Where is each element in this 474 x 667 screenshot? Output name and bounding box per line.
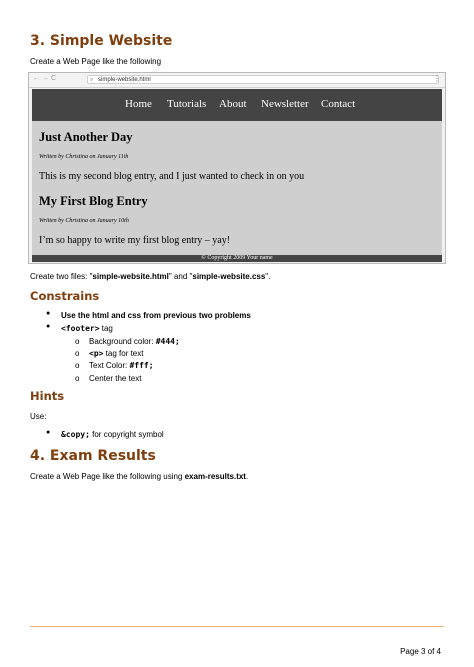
- hints-heading: Hints: [30, 389, 65, 403]
- address-bar: [87, 75, 439, 84]
- sub-item: Center the text: [89, 374, 142, 383]
- hint-item: [61, 430, 164, 439]
- footer-divider: [30, 626, 444, 627]
- text: .: [245, 472, 249, 481]
- post-title: My First Blog Entry: [39, 194, 148, 208]
- site-navbar: [32, 89, 442, 121]
- section-heading-exam-results: 4. Exam Results: [30, 448, 156, 464]
- code: #444;: [155, 337, 180, 346]
- sub-bullet: o: [75, 374, 80, 383]
- text: Create a Web Page like the following using: [30, 472, 185, 481]
- nav-newsletter: Newsletter: [261, 98, 309, 110]
- nav-tutorials: Tutorials: [167, 98, 207, 110]
- files-instruction: [30, 272, 270, 281]
- text: tag: [99, 324, 113, 333]
- constrains-heading: Constrains: [30, 289, 100, 303]
- text: Create two files: ": [30, 272, 93, 281]
- hints-use: Use:: [30, 412, 47, 421]
- menu-icon: ⋮: [433, 74, 441, 83]
- text: for copyright symbol: [89, 430, 164, 439]
- post-title: Just Another Day: [39, 130, 133, 144]
- post-meta: Written by Christina on January 10th: [39, 218, 129, 224]
- sub-item: [89, 361, 154, 370]
- code: #fff;: [129, 361, 154, 370]
- sub-bullet: o: [75, 361, 80, 370]
- code: &copy;: [61, 430, 90, 439]
- sub-item: [89, 337, 180, 346]
- constraint-item: [61, 324, 113, 333]
- post-body: This is my second blog entry, and I just wanted to check in on you: [39, 171, 305, 182]
- text: " and ": [168, 272, 193, 281]
- code: <footer>: [61, 324, 100, 333]
- code: <p>: [89, 349, 104, 358]
- nav-home: Home: [125, 98, 152, 110]
- filename: exam-results.txt: [184, 472, 246, 481]
- intro-text: Create a Web Page like the following: [30, 57, 162, 66]
- bullet: ●: [46, 310, 51, 317]
- browser-toolbar: [29, 73, 445, 88]
- site-content: [32, 121, 442, 255]
- search-icon: ⌕: [90, 77, 94, 83]
- nav-about: About: [219, 98, 247, 110]
- text: Background color:: [89, 337, 156, 346]
- exam-instruction: [30, 472, 248, 481]
- filename-html: simple-website.html: [92, 272, 169, 281]
- text: ".: [265, 272, 271, 281]
- nav-contact: Contact: [321, 98, 356, 110]
- browser-screenshot: [28, 72, 446, 264]
- page-number: Page 3 of 4: [400, 647, 441, 656]
- sub-item: [89, 349, 143, 358]
- text: tag for text: [103, 349, 144, 358]
- sub-bullet: o: [75, 337, 80, 346]
- bullet: ●: [46, 323, 51, 330]
- section-heading-simple-website: 3. Simple Website: [30, 33, 173, 49]
- bullet: ●: [46, 429, 51, 436]
- sub-bullet: o: [75, 349, 80, 358]
- constraint-item: Use the html and css from previous two problems: [61, 311, 251, 320]
- post-meta: Written by Christina on January 11th: [39, 154, 129, 160]
- text: Text Color:: [89, 361, 130, 370]
- site-footer: © Copyright 2009 Your name: [32, 255, 442, 262]
- post-body: I’m so happy to write my first blog entry – yay!: [39, 235, 231, 246]
- browser-nav-icons: ←→C: [33, 75, 59, 82]
- address-url: simple-website.html: [98, 77, 151, 83]
- filename-css: simple-website.css: [192, 272, 266, 281]
